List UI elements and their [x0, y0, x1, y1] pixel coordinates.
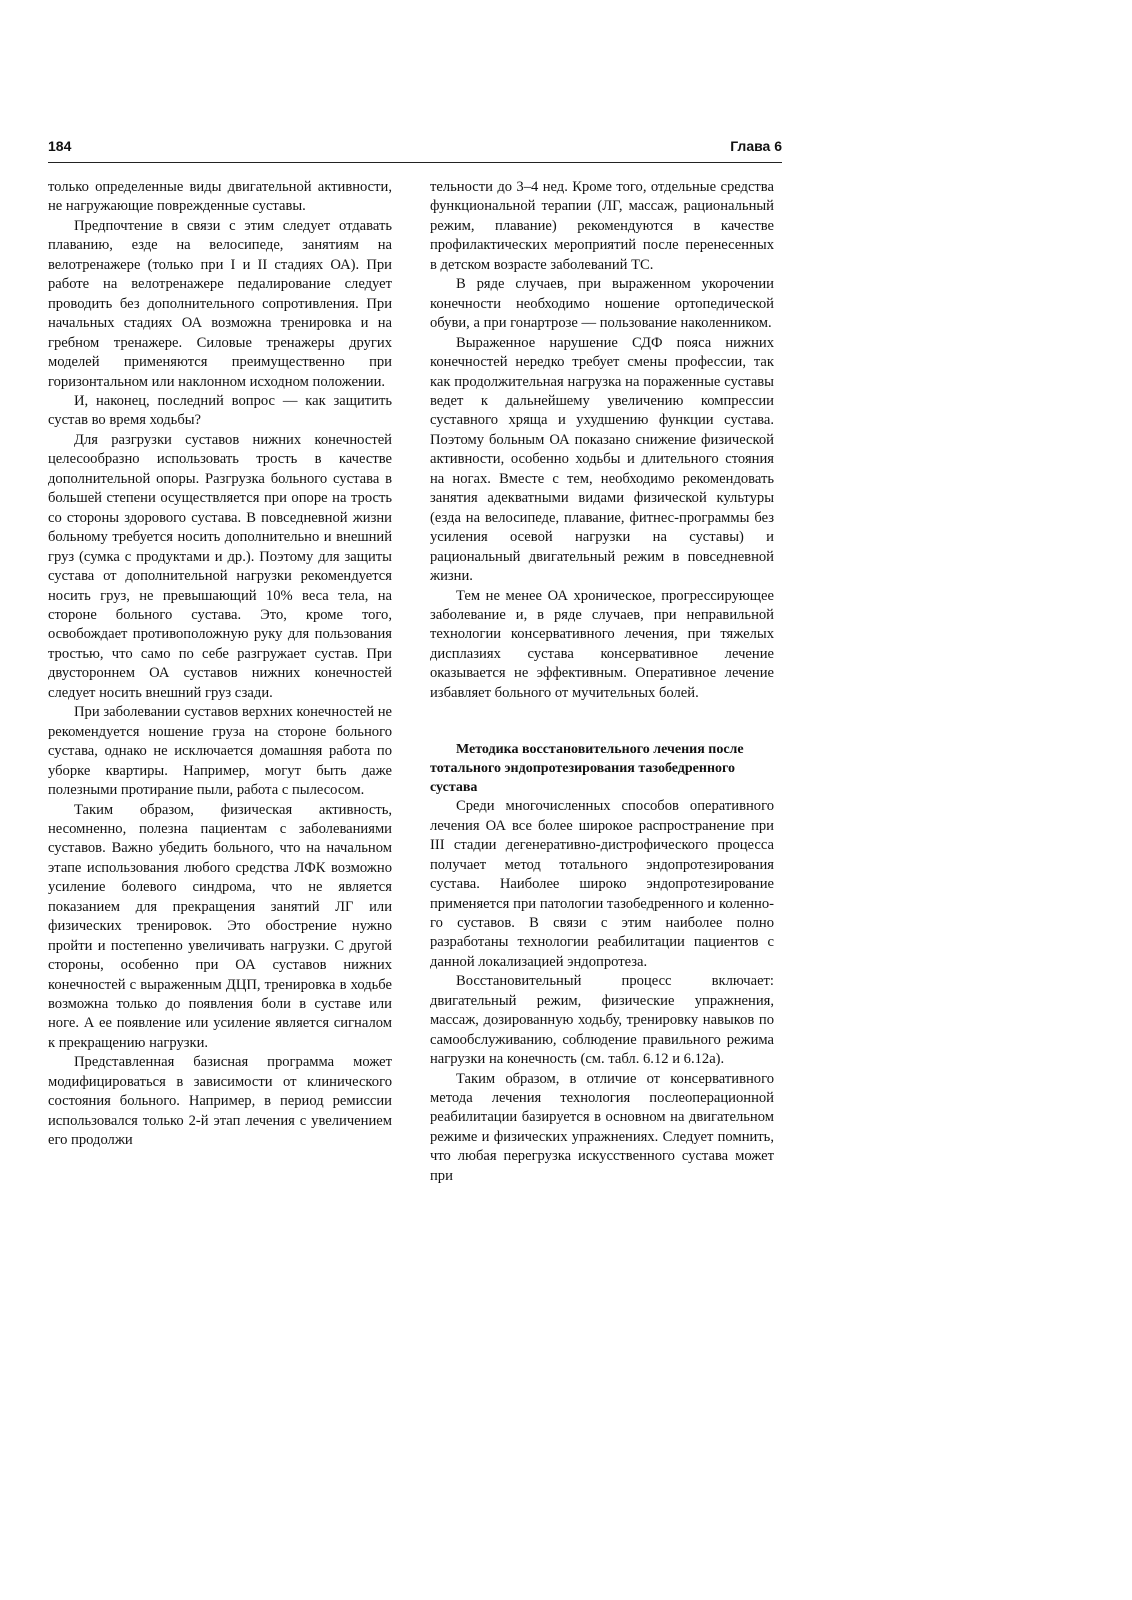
- paragraph: Среди многочисленных способов оперативного лечения ОА все более широкое распространение при III стадии дегенеративно-дистрофического процесса получает метод тотального эндопротезирования сустава. Наиболее широко эндопротезирование применяется при патологии тазобедренного и коленного суставов. В связи с этим наиболее полно разработаны технологии реабилитации пациентов с данной локализацией эндопротеза.: [430, 798, 774, 970]
- section-heading: Методика восстановительного лечения после тотального эндопротезирования тазобедренного сустава: [430, 742, 744, 796]
- paragraph: Для разгрузки суставов нижних конечностей целесообразно использовать трость в качестве дополнительной опоры. Разгрузка больного сустава в большей степени осуществляется при опоре на трость со стороны здорового сустава. В повседневной жизни больному требуется носить дополнительно и внешний груз (сумка с продуктами и др.). Поэтому для защиты сустава от дополнительной нагрузки рекомендуется носить груз, не превышающий 10% веса тела, на стороне больного сустава. Это, кроме того, освобождает противоположную руку для пользования тростью, что само по себе разгружает сустав. При двустороннем ОА суставов нижних конечностей следует носить внешний груз сзади.: [48, 431, 392, 701]
- chapter-title: Глава 6: [730, 138, 782, 154]
- paragraph: И, наконец, последний вопрос — как защитить сустав во время ходьбы?: [48, 392, 392, 429]
- paragraph: Таким образом, в отличие от консервативного метода лечения технология послеоперационной реабилитации базируется в основном на двигательном режиме и физических упражнениях. Следует помнить, что любая перегрузка искусственного сустава может при: [430, 1070, 774, 1184]
- page-number: 184: [48, 138, 72, 154]
- paragraph: Таким образом, физическая активность, несомненно, полезна пациентам с заболеваниями суставов. Важно убедить больного, что на начальном этапе использования любого средства ЛФК возможно усиление болевого синдрома, что не является показанием для прекращения занятий ЛГ или физических тренировок. Это обострение нужно пройти и постепенно увеличивать нагрузки. С другой стороны, особенно при ОА суставов нижних конечностей с выраженным ДЦП, тренировка в ходьбе возможна только до появления боли в суставе или ноге. А ее появление или усиление является сигналом к прекращению нагрузки.: [48, 801, 392, 1051]
- paragraph: При заболевании суставов верхних конечностей не рекомендуется ношение груза на стороне больного сустава, однако не исключается домашняя работа по уборке квартиры. Например, могут быть даже полезными протирание пыли, работа с пылесосом.: [48, 704, 392, 799]
- paragraph: только определенные виды двигательной активности, не нагружающие поврежденные суставы.: [48, 179, 392, 215]
- right-column: [430, 178, 774, 1186]
- paragraph: Тем не менее ОА хроническое, прогрессирующее заболевание и, в ряде случаев, при неправильной технологии консервативного лечения, при тяжелых дисплазиях сустава консервативное лечение оказывается не эффективным. Оперативное лечение избавляет больного от мучительных болей.: [430, 587, 774, 701]
- paragraph: Представленная базисная программа может модифицироваться в зависимости от клинического состояния больного. Например, в период ремиссии использовался только 2-й этап лечения с увеличением его продолжи: [48, 1054, 392, 1149]
- paragraph: Восстановительный процесс включает: двигательный режим, физические упражнения, массаж, дозированную ходьбу, тренировку навыков по самообслуживанию, соблюдение правильного режима нагрузки на конечность (см. табл. 6.12 и 6.12а).: [430, 973, 774, 1068]
- paragraph: Предпочтение в связи с этим следует отдавать плаванию, езде на велосипеде, занятиям на велотренажере (только при I и II стадиях ОА). При работе на велотренажере педалирование следует проводить без дополнительного сопротивления. При начальных стадиях ОА возможна тренировка и на гребном тренажере. Силовые тренажеры других моделей применяются преимущественно при горизонтальном или наклонном исходном положении.: [48, 217, 392, 390]
- left-column: [48, 178, 392, 1151]
- running-header: [48, 132, 782, 163]
- paragraph: В ряде случаев, при выраженном укорочении конечности необходимо ношение ортопедической обуви, а при гонартрозе — пользование наколенником.: [430, 276, 774, 332]
- paragraph: тельности до 3–4 нед. Кроме того, отдельные средства функциональной терапии (ЛГ, массаж, рациональный режим, плавание) рекомендуются в качестве профилактических мероприятий после перенесенных в детском возрасте заболеваний ТС.: [430, 179, 774, 273]
- paragraph: Выраженное нарушение СДФ пояса нижних конечностей нередко требует смены профессии, так как продолжительная нагрузка на пораженные суставы ведет к дальнейшему увеличению компрессии суставного хряща и ухудшению функции сустава. Поэтому больным ОА показано снижение физической активности, особенно ходьбы и длительного стояния на ногах. Вместе с тем, необходимо рекомендовать занятия адекватными видами физической культуры (езда на велосипеде, плавание, фитнес-программы без усиления осевой нагрузки на суставы) и рациональный двигательный режим в повседневной жизни.: [430, 334, 774, 585]
